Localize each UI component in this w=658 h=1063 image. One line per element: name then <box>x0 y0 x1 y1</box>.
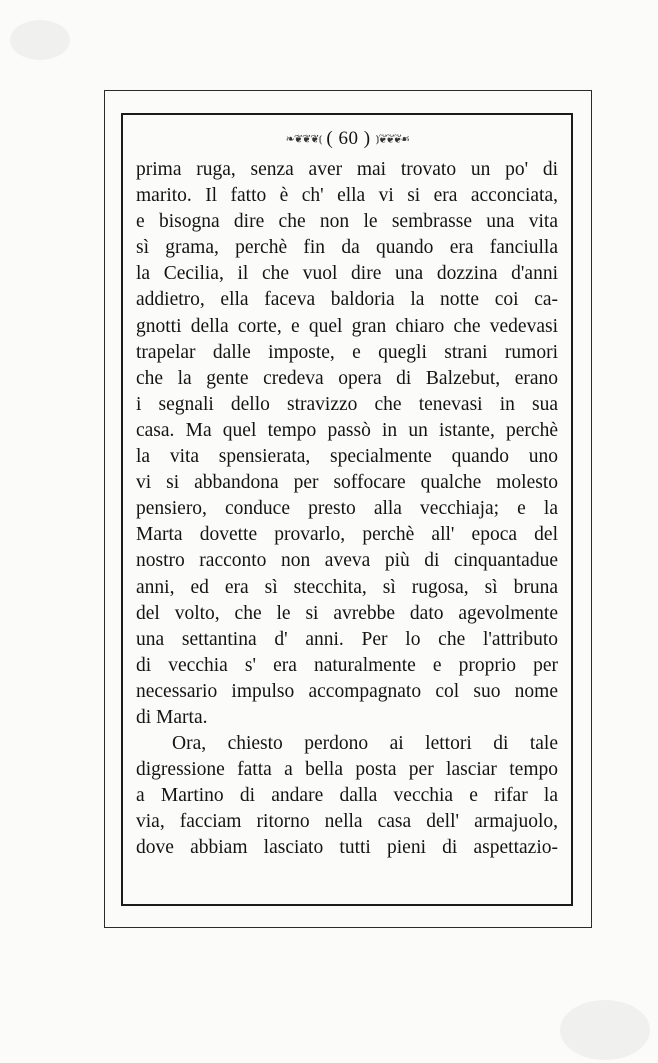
paragraph-end-line: di Marta. <box>136 706 208 728</box>
text-line: di vecchia s' era naturalmente e proprio per <box>136 654 558 676</box>
paragraph-start-line: Ora, chiesto perdono ai lettori di tale <box>172 733 558 755</box>
text-line: sì grama, perchè fin da quando era fanciulla <box>136 237 558 259</box>
text-line: che la gente credeva opera di Balzebut, erano <box>136 367 558 389</box>
ornament-left-icon: ❧❦❦❦⦅ <box>285 133 322 146</box>
text-line: i segnali dello stravizzo che tenevasi in sua <box>136 393 558 415</box>
text-line: casa. Ma quel tempo passò in un istante, perchè <box>136 419 558 441</box>
text-line: la vita spensierata, specialmente quando uno <box>136 446 558 468</box>
text-line: trapelar dalle imposte, e quegli strani rumori <box>136 341 558 363</box>
text-line: nostro racconto non aveva più di cinquantadue <box>136 550 558 572</box>
text-line: addietro, ella faceva baldoria la notte coi ca- <box>136 289 558 311</box>
text-line: anni, ed era sì stecchita, sì rugosa, sì bruna <box>136 576 558 598</box>
text-line: e bisogna dire che non le sembrasse una vita <box>136 211 558 233</box>
text-line: digressione fatta a bella posta per lasciar tempo <box>136 759 558 781</box>
text-line: necessario impulso accompagnato col suo nome <box>136 680 558 702</box>
text-line: via, facciam ritorno nella casa dell' armajuolo, <box>136 811 558 833</box>
text-line: prima ruga, senza aver mai trovato un po' di <box>136 159 558 180</box>
ornament-right-icon: ⦆❦❦❦☙ <box>375 133 409 146</box>
text-line: vi si abbandona per soffocare qualche molesto <box>136 472 558 494</box>
text-line: pensiero, conduce presto alla vecchiaja; e la <box>136 498 558 520</box>
body-text <box>136 157 558 862</box>
page-number: ( 60 ) <box>326 128 371 149</box>
text-line: a Martino di andare dalla vecchia e rifar la <box>136 785 558 807</box>
text-line: la Cecilia, il che vuol dire una dozzina d'anni <box>136 263 558 285</box>
text-line: una settantina d' anni. Per lo che l'attributo <box>136 628 558 650</box>
text-line: del volto, che le si avrebbe dato agevolmente <box>136 602 558 624</box>
page-header <box>121 128 573 151</box>
text-line: dove abbiam lasciato tutti pieni di aspettazio- <box>136 837 558 859</box>
text-line: Marta dovette provarlo, perchè all' epoca del <box>136 524 558 546</box>
text-line: marito. Il fatto è ch' ella vi si era acconciata, <box>136 185 558 207</box>
text-line: gnotti della corte, e quel gran chiaro che vedevasi <box>136 315 558 337</box>
